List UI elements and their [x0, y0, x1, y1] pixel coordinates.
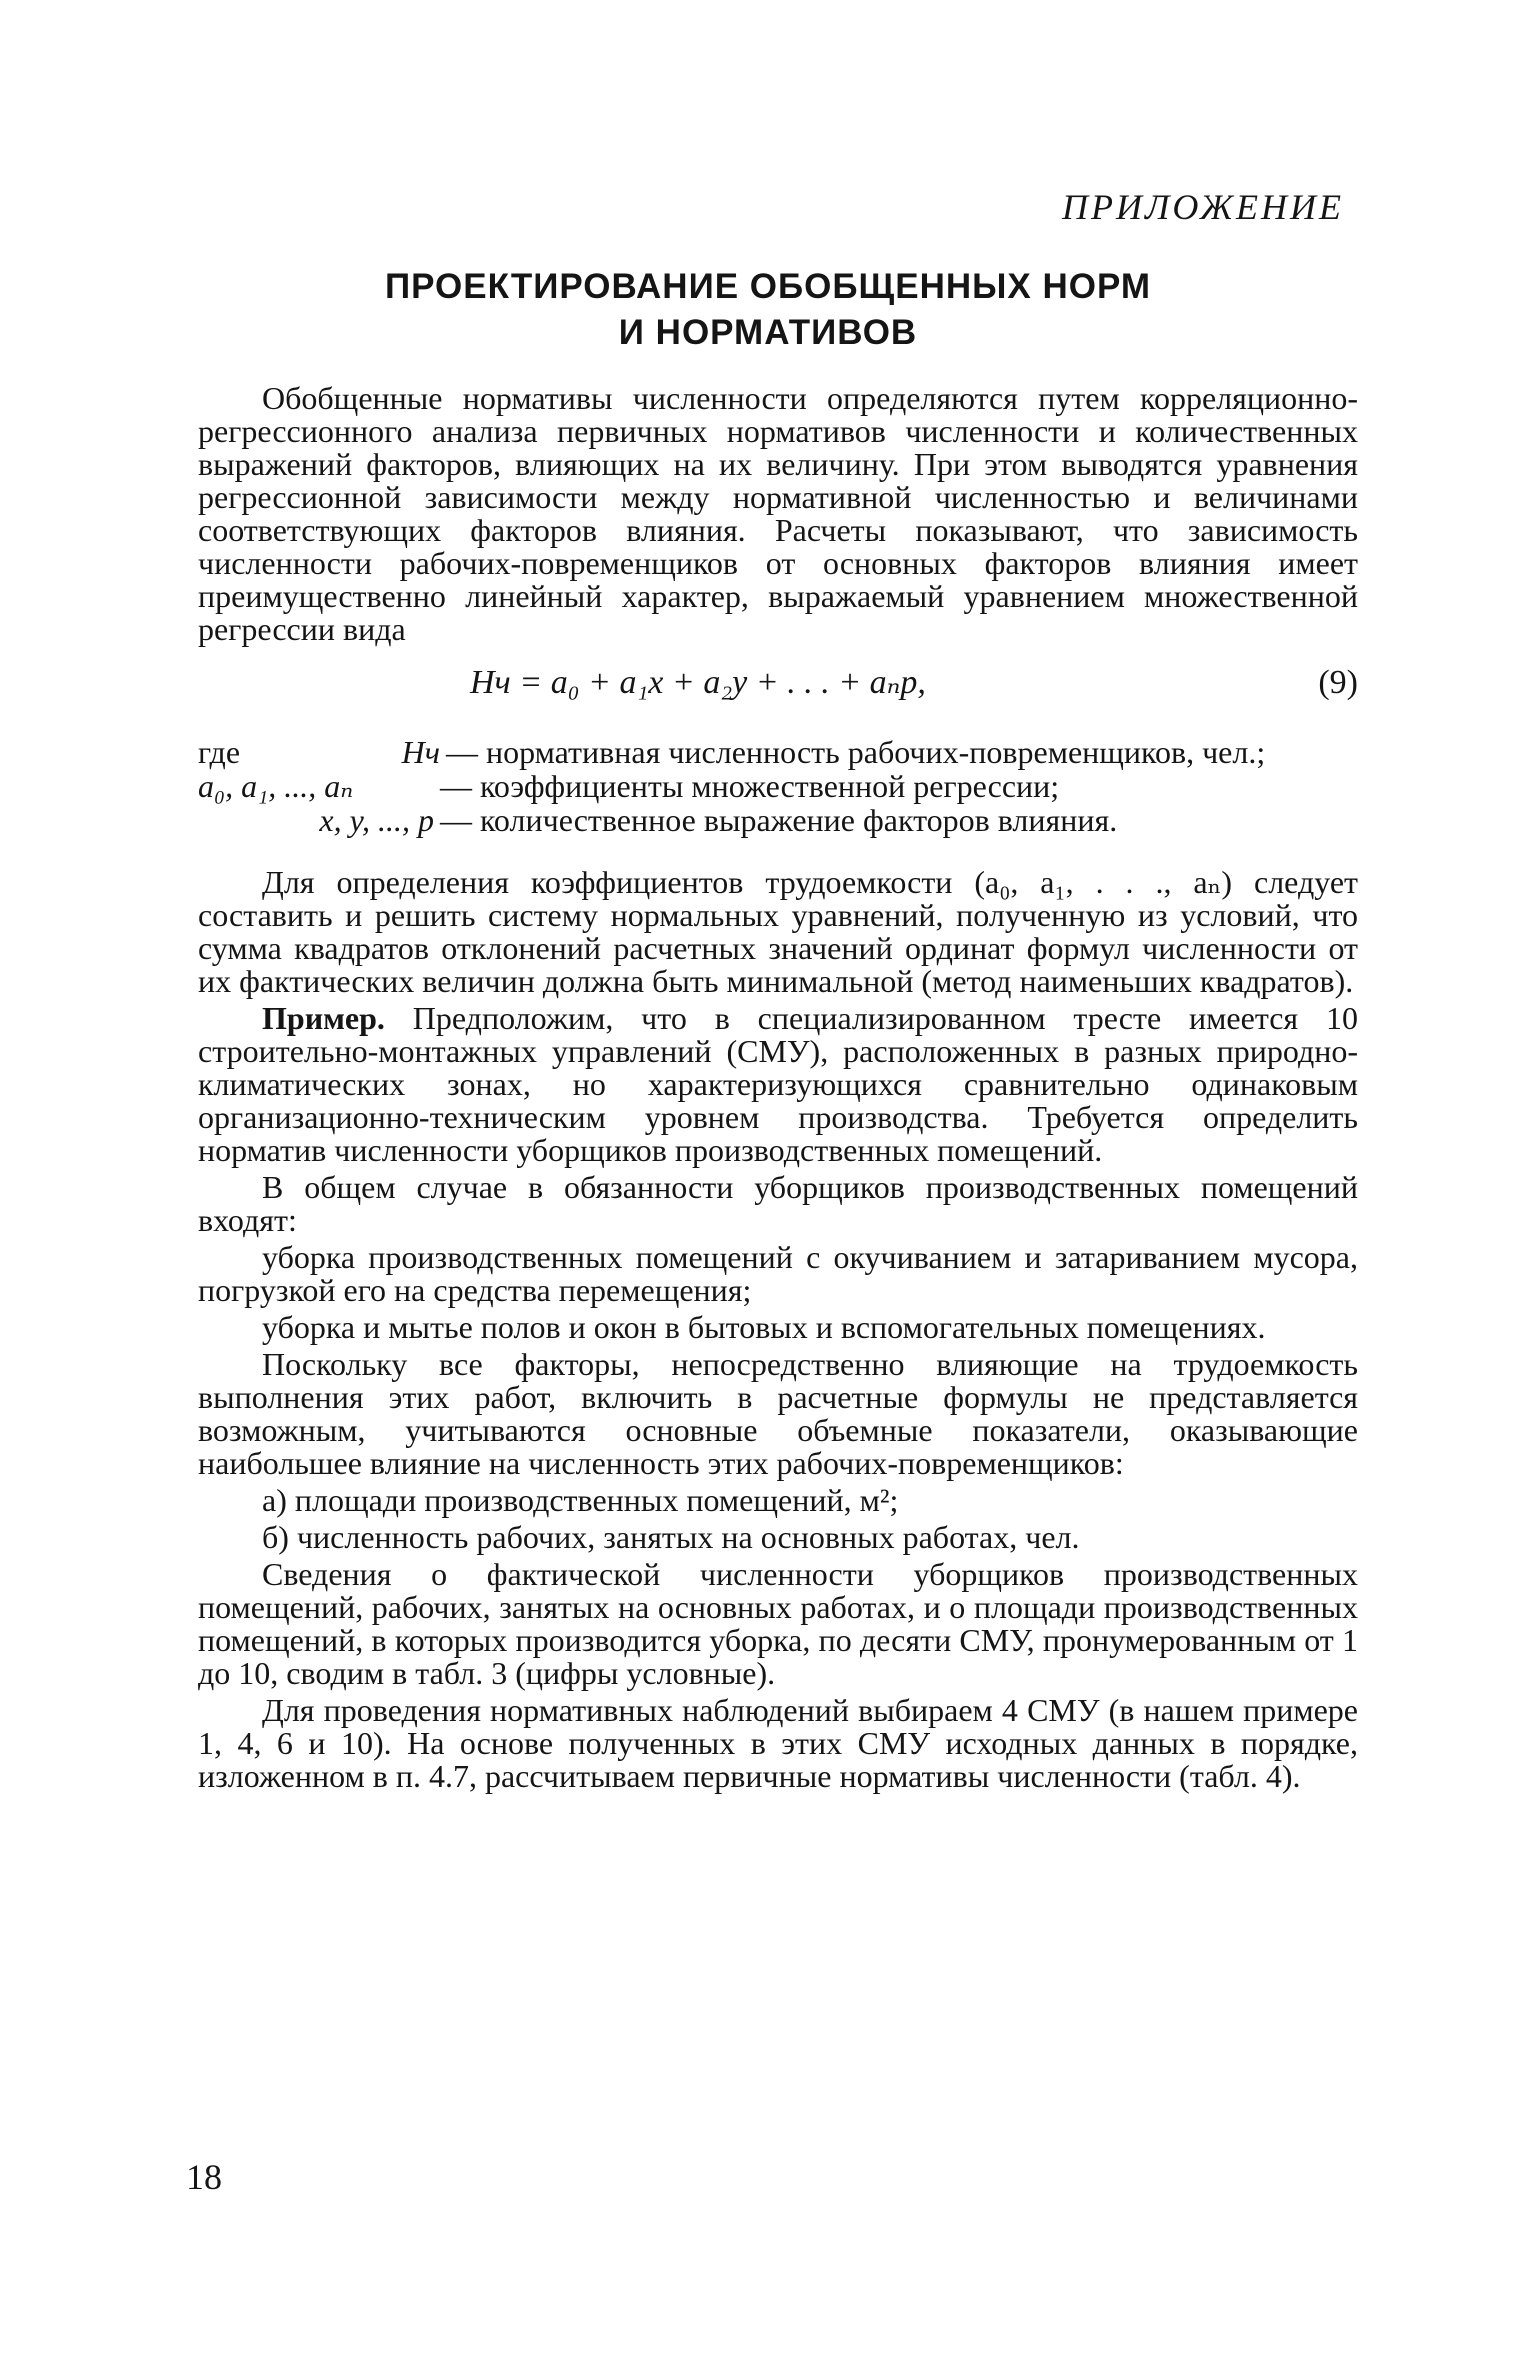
definition-row [198, 770, 1358, 804]
factor-item: а) площади производственных помещений, м²; [262, 1482, 899, 1518]
definition-text: — нормативная численность рабочих-повременщиков, чел.; [446, 734, 1266, 770]
main-text [198, 382, 1358, 1797]
definition-symbol: Hч [401, 734, 440, 770]
observations-paragraph: Для проведения нормативных наблюдений выбираем 4 СМУ (в нашем примере 1, 4, 6 и 10). На основе полученных в этих СМУ исходных данных в порядке, изложенном в п. 4.7, рассчитываем первичные нормативы численности (табл. 4). [198, 1692, 1358, 1794]
duties-intro-paragraph: В общем случае в обязанности уборщиков производственных помещений входят: [198, 1169, 1358, 1238]
definition-symbol: a₀, a₁, ..., aₙ [198, 768, 354, 804]
appendix-label: ПРИЛОЖЕНИЕ [1062, 187, 1344, 227]
coefficients-paragraph: Для определения коэффициентов трудоемкости (a₀, a₁, . . ., aₙ) следует составить и решить систему нормальных уравнений, полученную из условий, что сумма квадратов отклонений расчетных значений ординат формул численности от их фактических величин должна быть минимальной (метод наименьших квадратов). [198, 864, 1358, 999]
title-line-2: И НОРМАТИВОВ [618, 313, 918, 352]
definition-row [198, 804, 1358, 838]
definition-text: — количественное выражение факторов влияния. [440, 802, 1118, 838]
variable-definitions [198, 736, 1358, 838]
page-number: 18 [186, 2157, 222, 2197]
table3-paragraph: Сведения о фактической численности уборщиков производственных помещений, рабочих, занятых на основных работах, и о площади производственных помещений, в которых производится уборка, по десяти СМУ, пронумерованным от 1 до 10, сводим в табл. 3 (цифры условные). [198, 1556, 1358, 1691]
page-title [192, 264, 1344, 356]
definition-text: — коэффициенты множественной регрессии; [440, 768, 1060, 804]
definition-row [198, 736, 1358, 770]
intro-paragraph: Обобщенные нормативы численности определяются путем корреляционно-регрессионного анализа первичных нормативов численности и количественных выражений факторов, влияющих на их величину. При этом выводятся уравнения регрессионной зависимости между нормативной численностью и величинами соответствующих факторов влияния. Расчеты показывают, что зависимость численности рабочих-повременщиков от основных факторов влияния имеет преимущественно линейный характер, выражаемый уравнением множественной регрессии вида [198, 380, 1358, 647]
definition-symbol: x, y, ..., p [319, 802, 434, 838]
formula-number: (9) [1318, 664, 1358, 701]
example-label: Пример. [262, 1000, 385, 1036]
formula-expression: Hч = a₀ + a₁x + a₂y + . . . + aₙp, [470, 664, 926, 701]
title-line-1: ПРОЕКТИРОВАНИЕ ОБОБЩЕННЫХ НОРМ [385, 267, 1151, 306]
factor-item: б) численность рабочих, занятых на основных работах, чел. [262, 1519, 1080, 1555]
where-label: где [198, 734, 241, 770]
duty-item: уборка производственных помещений с окучиванием и затариванием мусора, погрузкой его на средства перемещения; [198, 1239, 1358, 1308]
regression-formula [198, 660, 1358, 706]
example-paragraph [198, 1002, 1358, 1167]
factors-intro-paragraph: Поскольку все факторы, непосредственно влияющие на трудоемкость выполнения этих работ, включить в расчетные формулы не представляется возможным, учитываются основные объемные показатели, оказывающие наибольшее влияние на численность этих рабочих-повременщиков: [198, 1346, 1358, 1481]
duty-item: уборка и мытье полов и окон в бытовых и вспомогательных помещениях. [262, 1309, 1266, 1345]
example-text: Предположим, что в специализированном тресте имеется 10 строительно-монтажных управлений (СМУ), расположенных в разных природно-климатических зонах, но характеризующихся сравнительно одинаковым организационно-техническим уровнем производства. Требуется определить норматив численности уборщиков производственных помещений. [198, 1000, 1358, 1168]
